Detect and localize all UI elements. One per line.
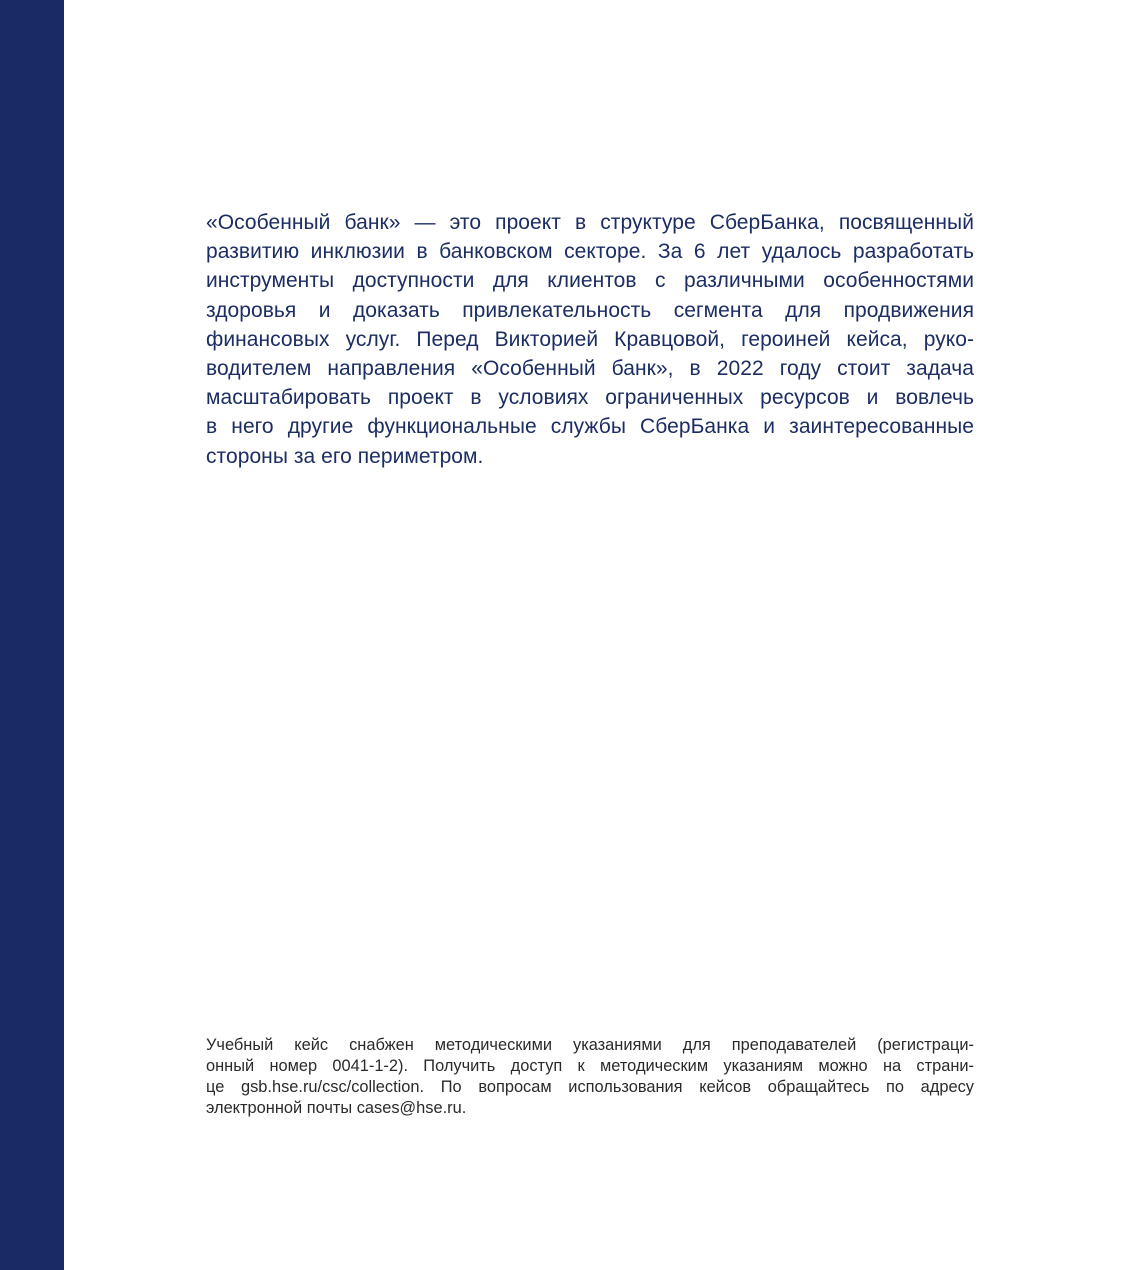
- summary-line: развитию инклюзии в банковском секторе. За 6 лет удалось разработать: [206, 240, 974, 264]
- teaching-note: [206, 1035, 974, 1119]
- note-line: электронной почты cases@hse.ru.: [206, 1099, 467, 1117]
- summary-line: здоровья и доказать привлекательность сегмента для продвижения: [206, 298, 974, 322]
- note-line: Учебный кейс снабжен методическими указаниями для преподавателей (регистраци-: [206, 1036, 974, 1054]
- summary-line: в него другие функциональные службы СберБанка и заинтересованные: [206, 415, 974, 439]
- summary-line: финансовых услуг. Перед Викторией Кравцовой, героиней кейса, руко-: [206, 327, 974, 351]
- summary-line: масштабировать проект в условиях ограниченных ресурсов и вовлечь: [206, 386, 974, 410]
- note-line: онный номер 0041-1-2). Получить доступ к методическим указаниям можно на страни-: [206, 1057, 974, 1075]
- page-content: [64, 0, 1123, 1270]
- left-color-band: [0, 0, 64, 1270]
- summary-line: инструменты доступности для клиентов с различными особенностями: [206, 269, 974, 293]
- summary-line: «Особенный банк» — это проект в структуре СберБанка, посвященный: [206, 211, 974, 234]
- summary-line: водителем направления «Особенный банк», в 2022 году стоит задача: [206, 357, 974, 381]
- note-line: це gsb.hse.ru/csc/collection. По вопросам использования кейсов обращайтесь по адресу: [206, 1078, 974, 1096]
- case-summary: [206, 208, 974, 471]
- summary-line: стороны за его периметром.: [206, 444, 484, 468]
